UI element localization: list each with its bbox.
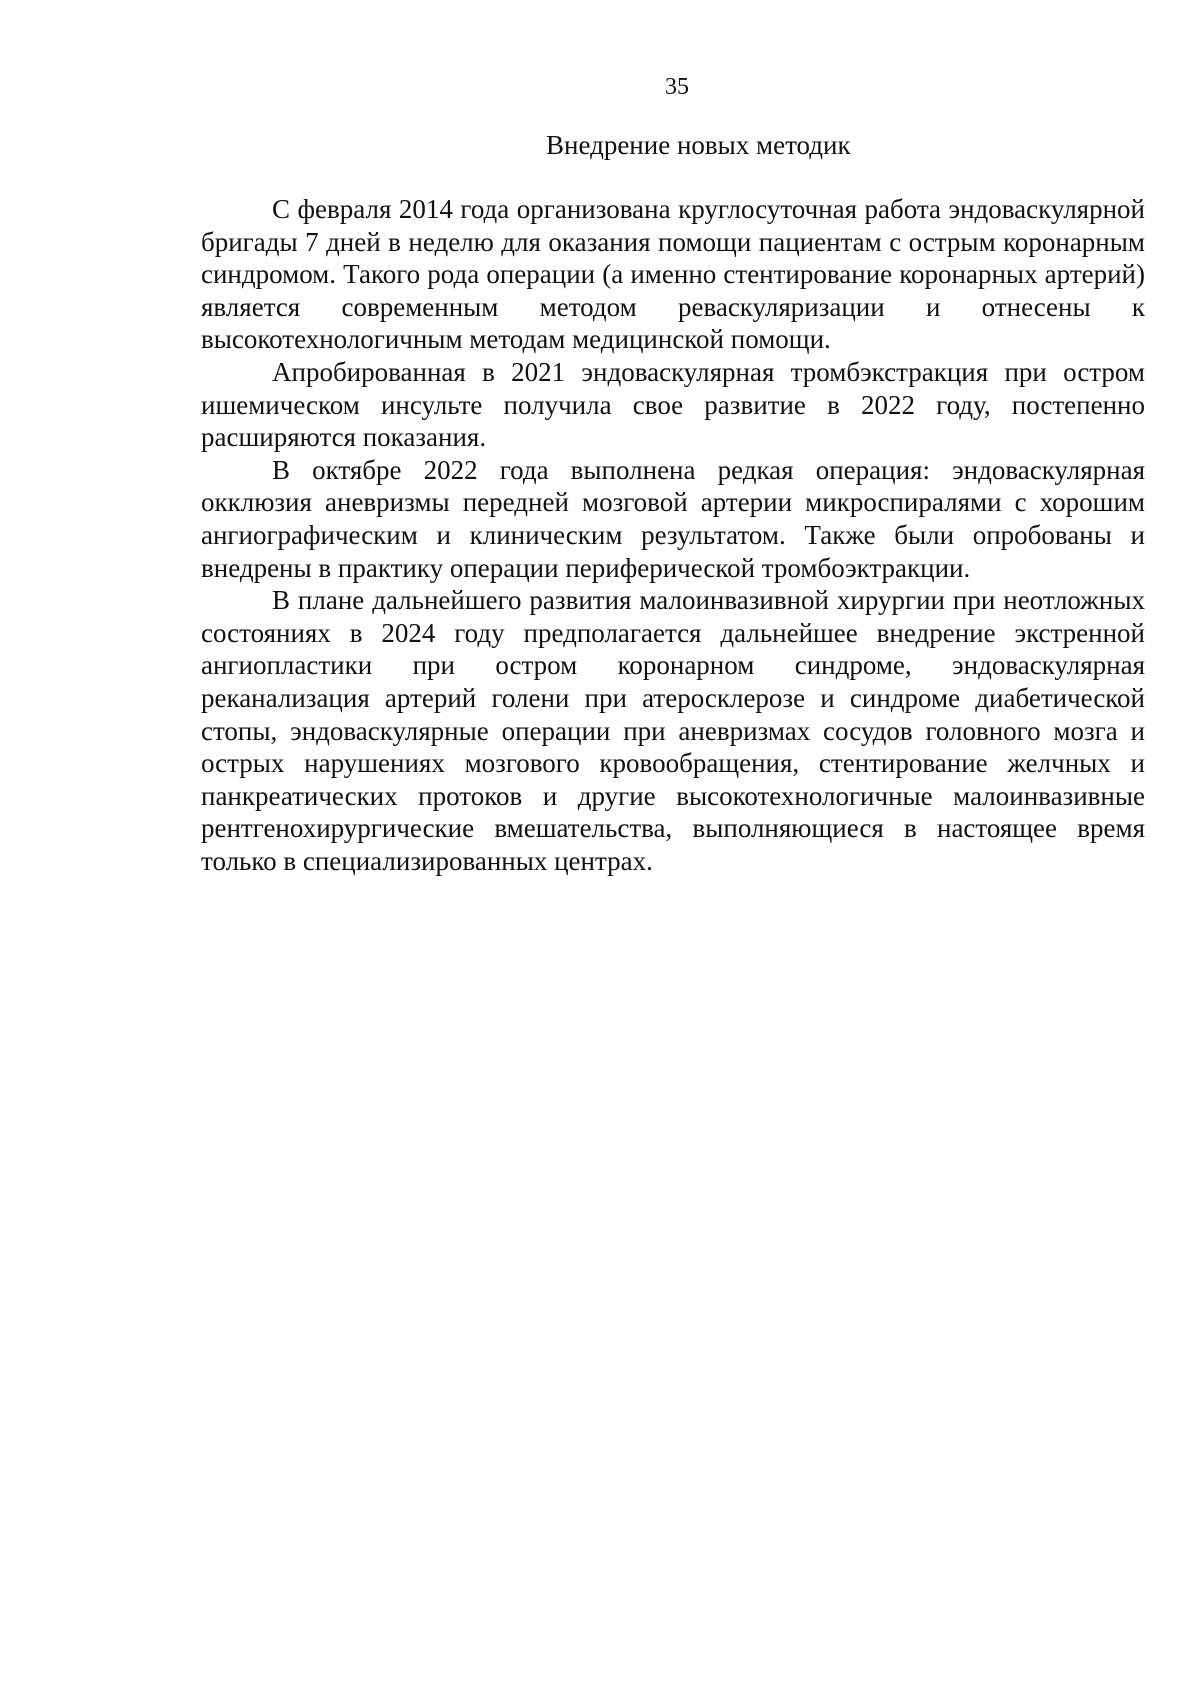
page-number: 35	[665, 74, 689, 100]
paragraph: В октябре 2022 года выполнена редкая операция: эндоваскулярная окклюзия аневризмы передней мозговой артерии микроспиралями с хорошим ангиографическим и клиническим результатом. Также были опробованы и внедрены в практику операции периферической тромбоэктракции.	[201, 454, 1145, 583]
paragraph: Апробированная в 2021 эндоваскулярная тромбэкстракция при остром ишемическом инсульте получила свое развитие в 2022 году, постепенно расширяются показания.	[201, 356, 1145, 453]
paragraph: В плане дальнейшего развития малоинвазивной хирургии при неотложных состояниях в 2024 году предполагается дальнейшее внедрение экстренной ангиопластики при остром коронарном синдроме, эндоваскулярная реканализация артерий голени при атеросклерозе и синдроме диабетической стопы, эндоваскулярные операции при аневризмах сосудов головного мозга и острых нарушениях мозгового кровообращения, стентирование желчных и панкреатических протоков и другие высокотехнологичные малоинвазивные рентгенохирургические вмешательства, выполняющиеся в настоящее время только в специализированных центрах.	[201, 585, 1145, 876]
body-text	[201, 193, 1145, 877]
paragraph: С февраля 2014 года организована круглосуточная работа эндоваскулярной бригады 7 дней в неделю для оказания помощи пациентам с острым коронарным синдромом. Такого рода операции (а именно стентирование коронарных артерий) является современным методом реваскуляризации и отнесены к высокотехнологичным методам медицинской помощи.	[201, 194, 1145, 355]
section-title: Внедрение новых методик	[546, 130, 851, 160]
